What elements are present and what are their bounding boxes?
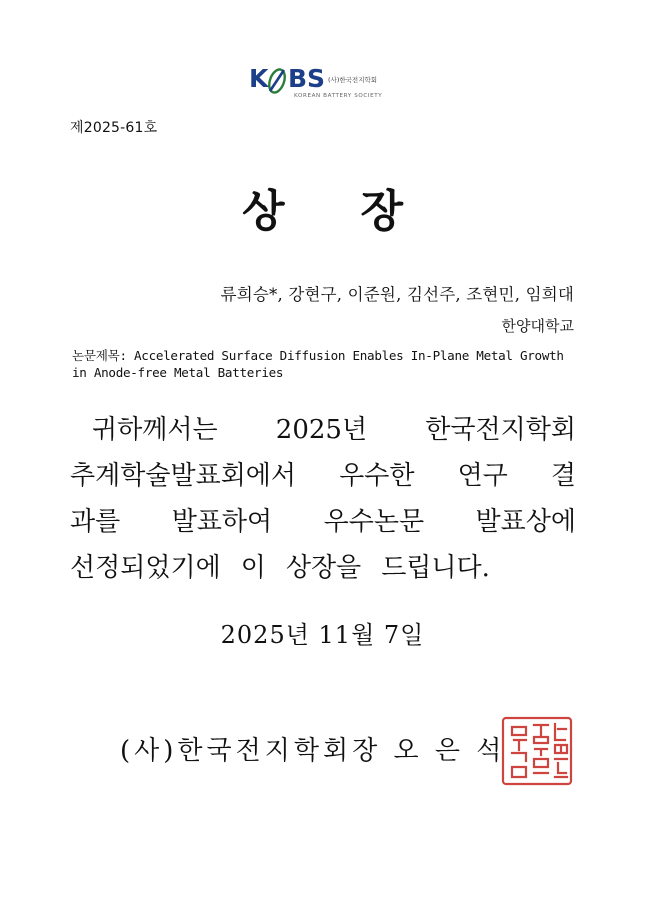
logo-letters-bs: BS [288,64,326,93]
body-word: 추계학술발표회에서 [70,461,297,491]
body-word: 발표하여 [171,507,273,537]
official-seal-stamp [500,715,574,787]
recipient-names: 류희승*, 강현구, 이준원, 김선주, 조현민, 임희대 [220,285,574,304]
body-line-1 [92,412,576,448]
body-line-3 [70,504,576,540]
body-word: 선정되었기에 [70,553,221,583]
president-signature: (사)한국전지학회장 오 은 석 [120,736,506,766]
body-line-4 [70,550,576,586]
body-word: 연구 [457,461,508,491]
body-word: 과를 [70,507,121,537]
affiliation: 한양대학교 [501,317,574,335]
body-word: 2025년 [275,415,368,445]
body-word: 결 [550,461,576,491]
body-word: 귀하께서는 [92,415,218,445]
body-word: 이 [240,553,266,583]
society-logo [244,64,383,104]
title-char-2: 장 [360,186,404,237]
battery-swoosh-icon [264,66,290,94]
logo-english-name: KOREAN BATTERY SOCIETY [294,93,383,99]
body-word: 우수한 [339,461,415,491]
certificate-title [0,182,645,242]
body-word: 상장을 [285,553,362,583]
body-word: 한국전지학회 [425,415,576,445]
document-number: 제2025-61호 [70,120,158,136]
title-char-1: 상 [241,186,285,237]
award-date: 2025년 11월 7일 [220,621,425,649]
paper-title: 논문제목: Accelerated Surface Diffusion Enables In-Plane Metal Growth in Anode-free Metal Batteries [72,348,564,380]
logo-korean-name: (사)한국전지학회 [328,76,378,84]
body-word: 우수논문 [323,507,425,537]
logo-letter-k: K [249,64,269,93]
body-word: 드립니다. [381,553,490,583]
body-word: 발표상에 [475,507,576,537]
body-line-2 [70,458,576,494]
